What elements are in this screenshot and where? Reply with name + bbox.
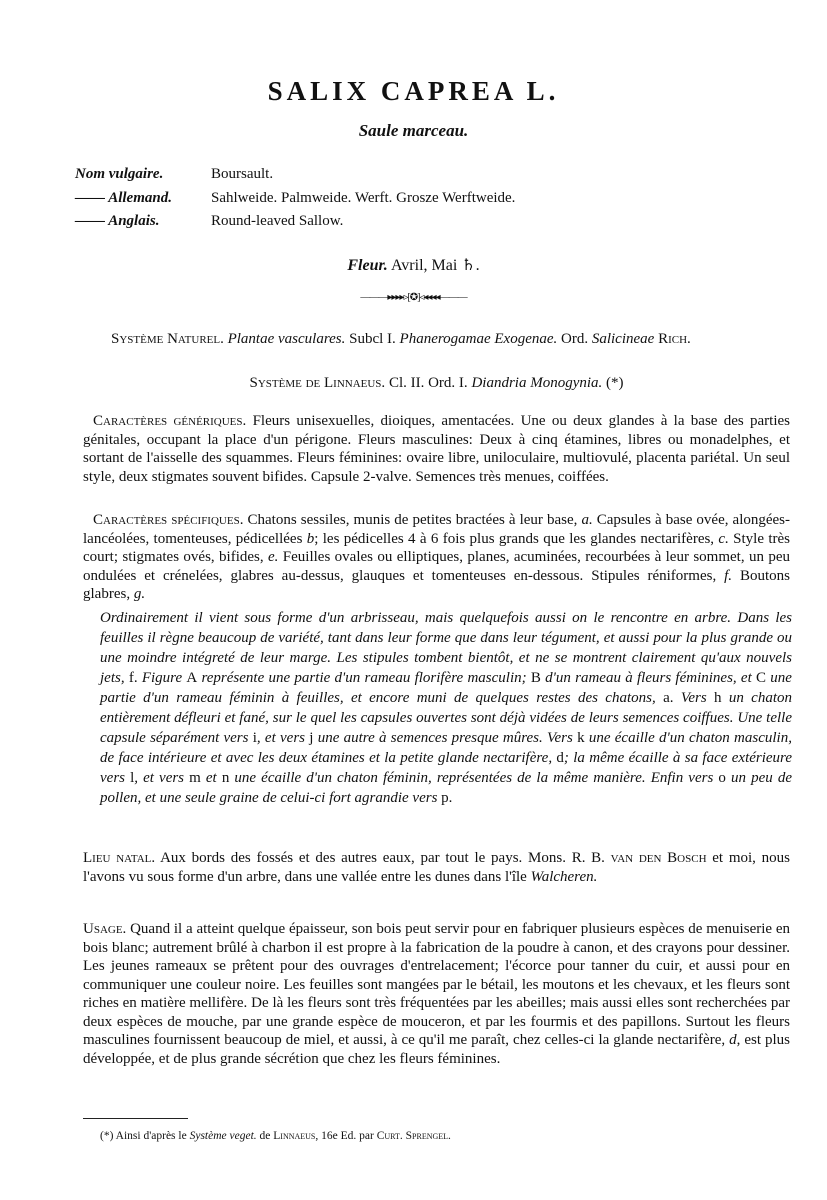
text-run: n bbox=[221, 770, 230, 786]
text-run: Lieu natal. bbox=[83, 850, 156, 866]
text-run: Fleurs unisexuelles, dioiques, amentacées. Une ou deux glandes à la base des parties génitales, occupant la place d'un périgone. Fleurs masculines: Deux à cinq étamines, libres ou monadelphes, et sortant de l'aisselle des squammes. Fleurs féminines: ovaire libre, uniloculaire, multiovulé, placenta pariétal. Un seul style, deux stigmates souvent bifides. Capsule 2-valve. Semences très menues, coiffées. bbox=[83, 413, 790, 485]
text-run: Curt. Sprengel. bbox=[376, 1130, 451, 1142]
text-run: a. bbox=[663, 690, 674, 706]
text-run: et bbox=[200, 770, 222, 786]
flowering-period bbox=[0, 255, 827, 275]
text-run: Aux bords des fossés et des autres eaux, par tout le pays. Mons. bbox=[155, 850, 572, 866]
name-row-vulgaire bbox=[75, 166, 515, 190]
text-run: Vers bbox=[673, 690, 714, 706]
text-run: Phanerogamae Exogenae. bbox=[399, 331, 558, 347]
text-run: Chatons sessiles, munis de petites bractées à leur base, bbox=[243, 512, 582, 528]
usage-paragraph bbox=[83, 920, 790, 1068]
text-run: Subcl I. bbox=[345, 331, 400, 347]
footnote bbox=[100, 1130, 451, 1142]
text-run: Walcheren. bbox=[530, 868, 598, 885]
text-run: un peu de pollen, et une seule graine de celui-ci fort agrandie vers bbox=[100, 770, 792, 806]
text-run: Ord. bbox=[557, 331, 592, 347]
text-run: Style très court; stigmates ovés, bifides, bbox=[83, 530, 790, 565]
text-run: c. bbox=[718, 530, 729, 547]
text-run: (*) bbox=[602, 375, 624, 391]
text-run: une autre à semences presque mûres. Vers bbox=[313, 730, 578, 746]
text-run: une écaille d'un chaton masculin, de face intérieure et avec les deux étamines et la petite glande nectarifère, bbox=[100, 730, 792, 766]
flowering-value: Avril, Mai ♄. bbox=[390, 257, 480, 274]
text-run: , 16e Ed. par bbox=[315, 1130, 377, 1142]
text-run: l bbox=[130, 770, 135, 786]
text-run: B bbox=[530, 670, 541, 686]
text-run: Cl. II. Ord. I. bbox=[385, 375, 472, 391]
text-run: une écaille d'un chaton féminin, représentées de la même manière. Enfin vers bbox=[229, 770, 719, 786]
text-run: d bbox=[729, 1032, 737, 1048]
text-run: p. bbox=[441, 790, 453, 806]
description-paragraph bbox=[80, 608, 792, 808]
text-run: A bbox=[186, 670, 198, 686]
text-run: d'un rameau à fleurs féminines, et bbox=[540, 670, 757, 686]
page-title: SALIX CAPREA L. bbox=[267, 76, 560, 106]
text-run: j bbox=[309, 730, 314, 746]
text-run: f. bbox=[128, 670, 138, 686]
text-run: Caractères spécifiques. bbox=[93, 512, 244, 528]
name-label: Nom vulgaire. bbox=[75, 166, 164, 182]
text-run: Système de Linnaeus. bbox=[249, 375, 386, 391]
name-row-anglais bbox=[75, 213, 515, 237]
page-subtitle: Saule marceau. bbox=[358, 121, 469, 140]
lieu-natal bbox=[83, 849, 790, 886]
text-run: et moi, nous l'avons vu sous forme d'un arbre, dans une vallée entre les dunes dans l'île bbox=[83, 850, 790, 885]
systeme-naturel bbox=[83, 330, 790, 349]
text-run: (*) Ainsi d'après le bbox=[100, 1130, 190, 1142]
text-run: Plantae vasculares. bbox=[227, 331, 346, 347]
text-run: ; la même écaille à sa face extérieure vers bbox=[100, 750, 792, 786]
text-run: représente une partie d'un rameau florifère masculin; bbox=[197, 670, 531, 686]
text-run: a. bbox=[581, 512, 593, 528]
text-run: Salicineae bbox=[591, 331, 655, 347]
ornament-divider: ———▸▸▸▸▹[✪]◃◂◂◂◂——— bbox=[360, 292, 467, 303]
name-row-allemand bbox=[75, 190, 515, 214]
text-run: Feuilles ovales ou elliptiques, planes, acuminées, recourbées à leur sommet, un peu ondulées et crénelées, glabres au-dessus, glauques et tomenteuses en-dessous. Stipules réniformes, bbox=[83, 549, 791, 584]
text-run: h bbox=[714, 690, 722, 706]
text-run: m bbox=[189, 770, 201, 786]
text-run: k bbox=[577, 730, 585, 746]
text-run: C bbox=[756, 670, 767, 686]
name-label: —— Allemand. bbox=[75, 189, 172, 206]
text-run: g. bbox=[133, 586, 146, 602]
text-run: d bbox=[556, 750, 564, 766]
text-run: R. B. van den Bosch bbox=[571, 850, 707, 866]
text-run: Rich. bbox=[654, 331, 691, 347]
text-run: Usage. bbox=[83, 921, 127, 937]
caracteres-generiques bbox=[83, 412, 790, 486]
text-run: , et vers bbox=[256, 730, 310, 746]
text-run: Linnaeus bbox=[273, 1130, 316, 1142]
text-run: , et vers bbox=[134, 770, 190, 786]
text-run: une partie d'un rameau féminin à feuilles, et encore muni de quelques restes des chatons, bbox=[100, 670, 792, 706]
text-run: ; les pédicelles 4 à 6 fois plus grands que les glandes nectarifères, bbox=[314, 530, 719, 547]
text-run: de bbox=[256, 1130, 274, 1142]
text-run: e. bbox=[268, 549, 279, 565]
text-run: f. bbox=[724, 567, 733, 584]
footnote-rule bbox=[83, 1118, 188, 1119]
name-value: Sahlweide. Palmweide. Werft. Grosze Werftweide. bbox=[211, 189, 516, 206]
text-run: i bbox=[252, 730, 257, 746]
flowering-label: Fleur. bbox=[347, 257, 388, 274]
text-run: Caractères génériques. bbox=[93, 413, 247, 429]
text-run: Capsules à base ovée, alongées-lancéolées, tomenteuses, pédicellées bbox=[83, 512, 791, 547]
text-run: Boutons glabres, bbox=[83, 567, 790, 602]
name-value: Round-leaved Sallow. bbox=[211, 213, 344, 229]
systeme-linnaeus bbox=[83, 374, 790, 393]
caracteres-specifiques bbox=[83, 511, 790, 604]
text-run: Quand il a atteint quelque épaisseur, son bois peut servir pour en fabriquer plusieurs espèces de menuiserie en bois blanc; autrement brûlé à charbon il est propre à la fabrication de la poudre à canon, et des crayons pour dessiner. Les jeunes rameaux se prêtent pour des ouvrages d'entrelacement; l'écorce pour tanner du cuir, et aussi pour en communiquer une couleur noire. Les feuilles sont mangées par le bétail, les moutons et les chevaux, et les fleurs sont riches en matière mellifère. De là les fleurs sont très fréquentées par les abeilles; mais aussi elles sont recherchées par deux espèces de mouche, par une grande espèce de mouceron, et par les fourmis et des papillons. Surtout les fleurs masculines fournissent beaucoup de miel, et aussi, à ce qu'il me paraît, chez celles-ci la glande nectarifère, bbox=[83, 921, 790, 1048]
text-run: Figure bbox=[137, 670, 187, 686]
text-run: un chaton entièrement défleuri et fané, sur le quel les capsules ouvertes sont déjà vidées de leurs semences coiffues. Une telle capsule séparément vers bbox=[100, 690, 792, 746]
text-run: , est plus développée, et de plus grande sécrétion que chez les fleurs féminines. bbox=[83, 1032, 791, 1067]
text-run: b bbox=[306, 530, 315, 547]
text-run: Système veget. bbox=[189, 1130, 257, 1142]
text-run: o bbox=[718, 770, 726, 786]
text-run: Diandria Monogynia. bbox=[471, 375, 603, 391]
text-run: Ordinairement il vient sous forme d'un arbrisseau, mais quelquefois aussi on le rencontre en arbre. Dans les feuilles il règne beaucoup de variété, tant dans leur forme que dans leur tégument, et aussi pour la plus grande ou une moindre intégreté de leur marge. Les stipules tombent bientôt, et ne se montrent clairement qu'aux nouvels jets, bbox=[100, 610, 792, 686]
name-label: —— Anglais. bbox=[75, 213, 160, 229]
text-run: Système Naturel. bbox=[111, 331, 224, 347]
common-names bbox=[75, 166, 515, 237]
name-value: Boursault. bbox=[211, 166, 274, 182]
